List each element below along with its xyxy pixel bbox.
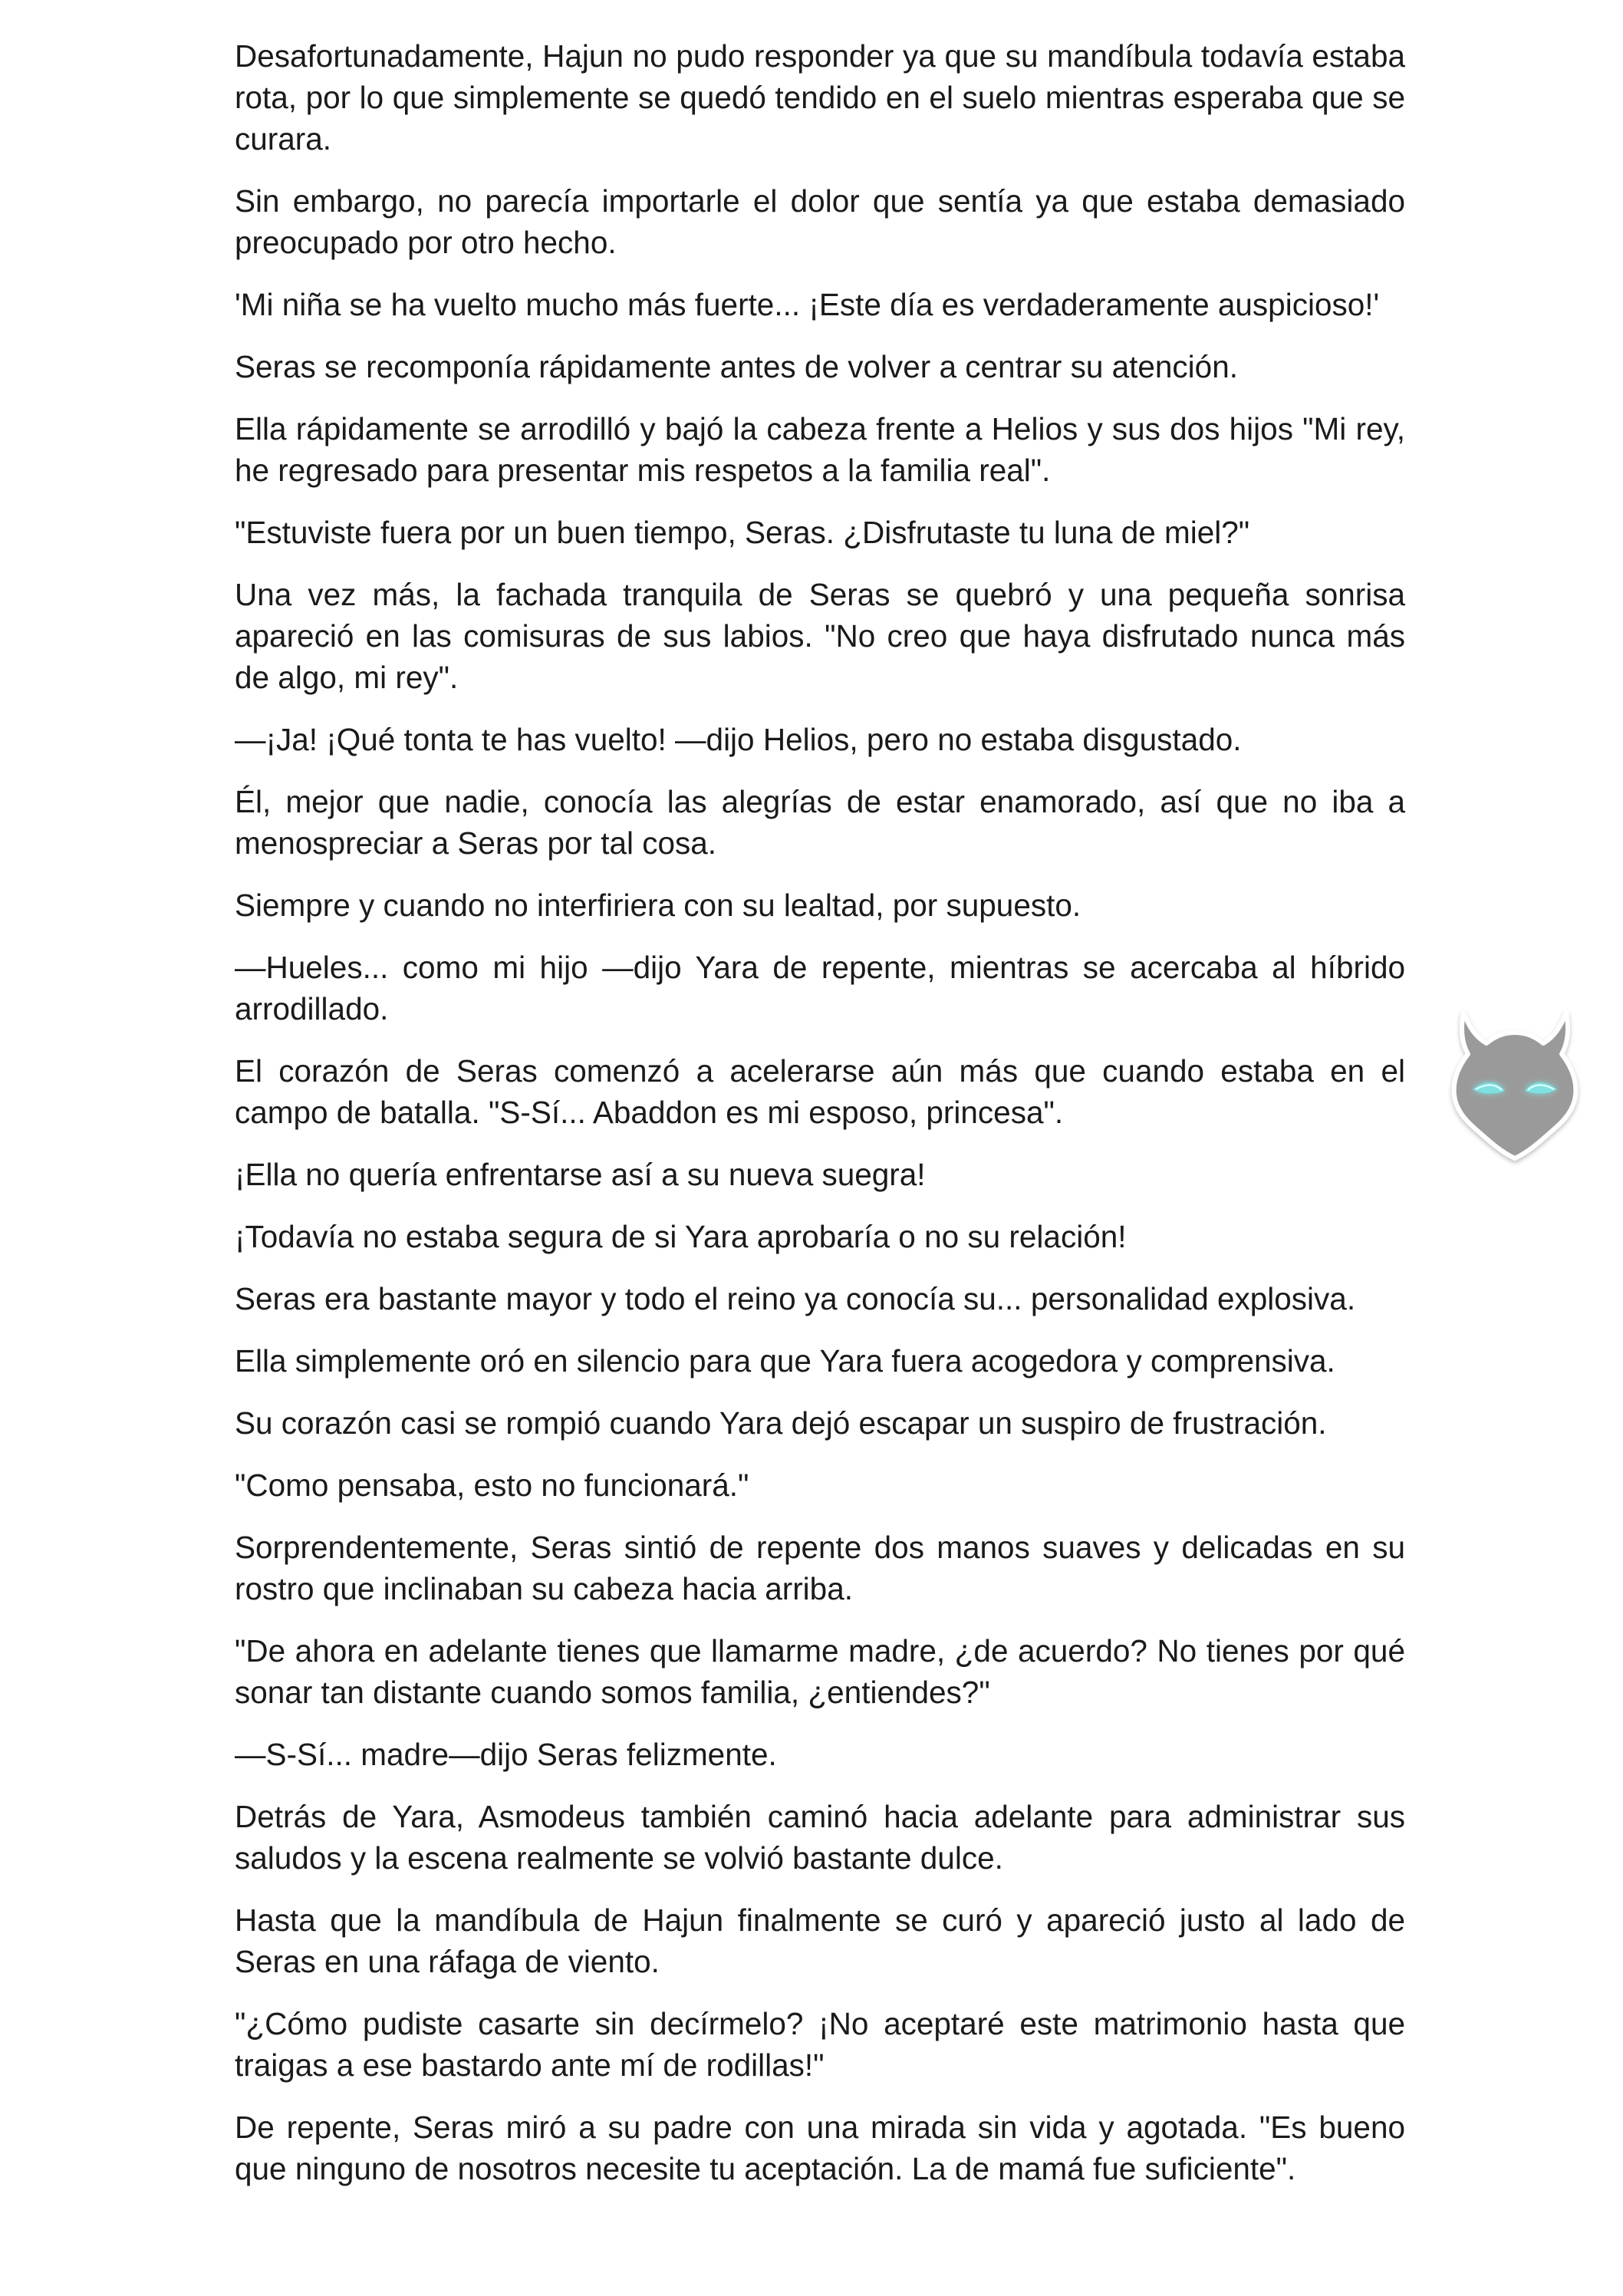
paragraph: Desafortunadamente, Hajun no pudo responder ya que su mandíbula todavía estaba rota, por lo que simplemente se quedó tendido en el suelo mientras esperaba que se curara. xyxy=(235,38,1405,156)
paragraph: Él, mejor que nadie, conocía las alegrías de estar enamorado, así que no iba a menospreciar a Seras por tal cosa. xyxy=(235,784,1405,861)
paragraph: —S-Sí... madre—dijo Seras felizmente. xyxy=(235,1737,777,1772)
paragraph: Seras era bastante mayor y todo el reino ya conocía su... personalidad explosiva. xyxy=(235,1281,1356,1316)
paragraph: El corazón de Seras comenzó a acelerarse aún más que cuando estaba en el campo de batalla. "S-Sí... Abaddon es mi esposo, princesa". xyxy=(235,1053,1405,1130)
paragraph: Una vez más, la fachada tranquila de Seras se quebró y una pequeña sonrisa apareció en las comisuras de sus labios. "No creo que haya disfrutado nunca más de algo, mi rey". xyxy=(235,577,1405,695)
chapter-text xyxy=(235,35,1405,2210)
paragraph: ¡Ella no quería enfrentarse así a su nueva suegra! xyxy=(235,1157,926,1192)
paragraph: Siempre y cuando no interfiriera con su lealtad, por supuesto. xyxy=(235,888,1081,923)
paragraph: Hasta que la mandíbula de Hajun finalmente se curó y apareció justo al lado de Seras en una ráfaga de viento. xyxy=(235,1902,1405,1979)
paragraph: —¡Ja! ¡Qué tonta te has vuelto! —dijo Helios, pero no estaba disgustado. xyxy=(235,722,1242,757)
paragraph: Ella simplemente oró en silencio para que Yara fuera acogedora y comprensiva. xyxy=(235,1343,1335,1379)
paragraph: Sorprendentemente, Seras sintió de repente dos manos suaves y delicadas en su rostro que inclinaban su cabeza hacia arriba. xyxy=(235,1530,1405,1606)
horned-demon-head-icon xyxy=(1442,997,1588,1166)
paragraph: "Como pensaba, esto no funcionará." xyxy=(235,1468,749,1503)
paragraph: ¡Todavía no estaba segura de si Yara aprobaría o no su relación! xyxy=(235,1219,1127,1254)
paragraph: "¿Cómo pudiste casarte sin decírmelo? ¡No aceptaré este matrimonio hasta que traigas a ese bastardo ante mí de rodillas!" xyxy=(235,2006,1405,2083)
paragraph: Seras se recomponía rápidamente antes de volver a centrar su atención. xyxy=(235,349,1238,384)
paragraph: Sin embargo, no parecía importarle el dolor que sentía ya que estaba demasiado preocupado por otro hecho. xyxy=(235,183,1405,260)
paragraph: Ella rápidamente se arrodilló y bajó la cabeza frente a Helios y sus dos hijos "Mi rey, he regresado para presentar mis respetos a la familia real". xyxy=(235,411,1405,488)
paragraph: "De ahora en adelante tienes que llamarme madre, ¿de acuerdo? No tienes por qué sonar tan distante cuando somos familia, ¿entiendes?" xyxy=(235,1633,1405,1710)
paragraph: 'Mi niña se ha vuelto mucho más fuerte... ¡Este día es verdaderamente auspicioso!' xyxy=(235,287,1380,322)
paragraph: Detrás de Yara, Asmodeus también caminó hacia adelante para administrar sus saludos y la escena realmente se volvió bastante dulce. xyxy=(235,1799,1405,1876)
paragraph: Su corazón casi se rompió cuando Yara dejó escapar un suspiro de frustración. xyxy=(235,1405,1327,1441)
paragraph: De repente, Seras miró a su padre con una mirada sin vida y agotada. "Es bueno que ninguno de nosotros necesite tu aceptación. La de mamá fue suficiente". xyxy=(235,2110,1405,2186)
paragraph: "Estuviste fuera por un buen tiempo, Seras. ¿Disfrutaste tu luna de miel?" xyxy=(235,515,1250,550)
paragraph: —Hueles... como mi hijo —dijo Yara de repente, mientras se acercaba al híbrido arrodillado. xyxy=(235,950,1405,1026)
